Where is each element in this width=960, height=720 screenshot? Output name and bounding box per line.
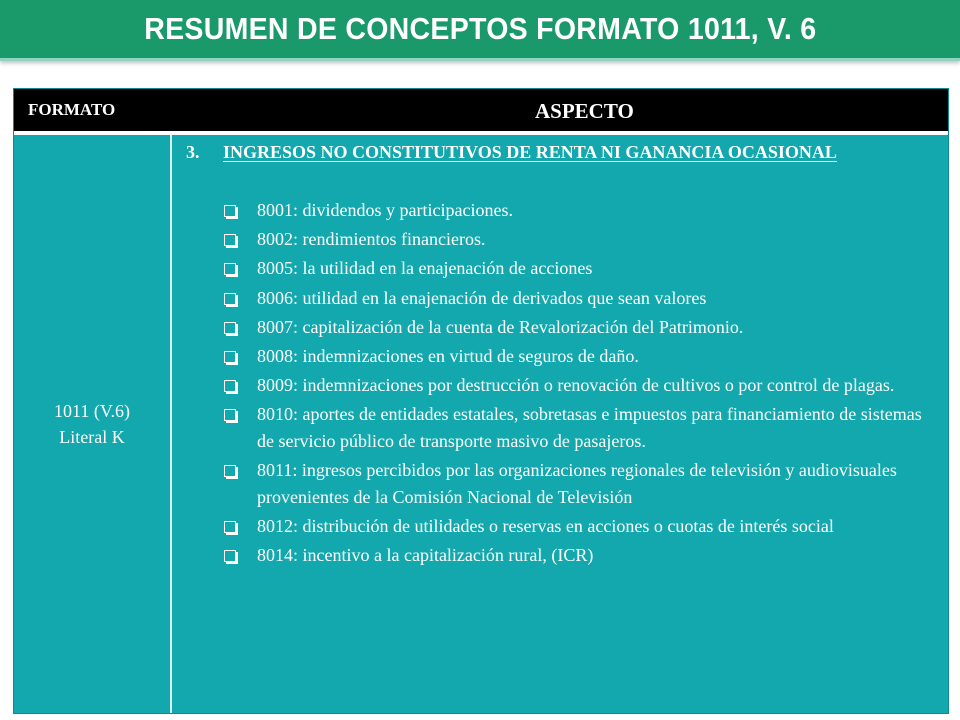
checkbox-bullet-icon [224, 550, 236, 562]
list-item-text: 8006: utilidad en la enajenación de derivados que sean valores [257, 287, 707, 308]
list-item-text: 8014: incentivo a la capitalización rural, (ICR) [257, 545, 594, 566]
list-item [220, 285, 942, 312]
formato-version: 1011 (V.6) [54, 401, 130, 421]
list-item-text: 8012: distribución de utilidades o reservas en acciones o cuotas de interés social [257, 516, 834, 537]
list-item [220, 513, 942, 540]
checkbox-bullet-icon [224, 322, 236, 334]
list-item [220, 372, 942, 399]
list-item [220, 226, 942, 253]
list-item [220, 457, 942, 510]
list-item-text: 8010: aportes de entidades estatales, sobretasas e impuestos para financiamiento de sistemas de servicio público de transporte masivo de pasajeros. [257, 404, 922, 452]
checkbox-bullet-icon [224, 351, 236, 363]
list-item [220, 197, 942, 224]
page-title: RESUMEN DE CONCEPTOS FORMATO 1011, V. 6 [143, 11, 817, 46]
checkbox-bullet-icon [224, 380, 236, 392]
list-item [220, 542, 942, 569]
section-number: 3. [186, 142, 200, 162]
list-item [220, 343, 942, 370]
checkbox-bullet-icon [224, 205, 236, 217]
column-header-formato: FORMATO [28, 100, 116, 119]
checkbox-bullet-icon [224, 263, 236, 275]
concepts-table [13, 88, 949, 714]
title-bar [0, 0, 960, 61]
list-item-text: 8008: indemnizaciones en virtud de seguros de daño. [257, 346, 639, 367]
list-item-text: 8009: indemnizaciones por destrucción o renovación de cultivos o por control de plagas. [257, 375, 895, 396]
checkbox-bullet-icon [224, 521, 236, 533]
concept-list [220, 197, 942, 572]
list-item-text: 8011: ingresos percibidos por las organizaciones regionales de televisión y audiovisuales provenientes de la Comisión Nacional de Televisión [257, 460, 897, 508]
formato-literal: Literal K [59, 427, 125, 447]
section-title: INGRESOS NO CONSTITUTIVOS DE RENTA NI GANANCIA OCASIONAL [223, 142, 837, 162]
checkbox-bullet-icon [224, 293, 236, 305]
list-item [220, 255, 942, 282]
list-item-text: 8005: la utilidad en la enajenación de acciones [257, 258, 593, 279]
checkbox-bullet-icon [224, 409, 236, 421]
checkbox-bullet-icon [224, 465, 236, 477]
list-item-text: 8002: rendimientos financieros. [257, 229, 486, 250]
list-item-text: 8007: capitalización de la cuenta de Revalorización del Patrimonio. [257, 316, 744, 337]
list-item [220, 314, 942, 341]
formato-cell [14, 135, 170, 713]
list-item-text: 8001: dividendos y participaciones. [257, 200, 513, 220]
list-item [220, 401, 942, 454]
checkbox-bullet-icon [224, 234, 236, 246]
table-header [14, 89, 948, 135]
column-header-aspecto: ASPECTO [535, 99, 634, 123]
aspecto-cell [172, 135, 948, 713]
